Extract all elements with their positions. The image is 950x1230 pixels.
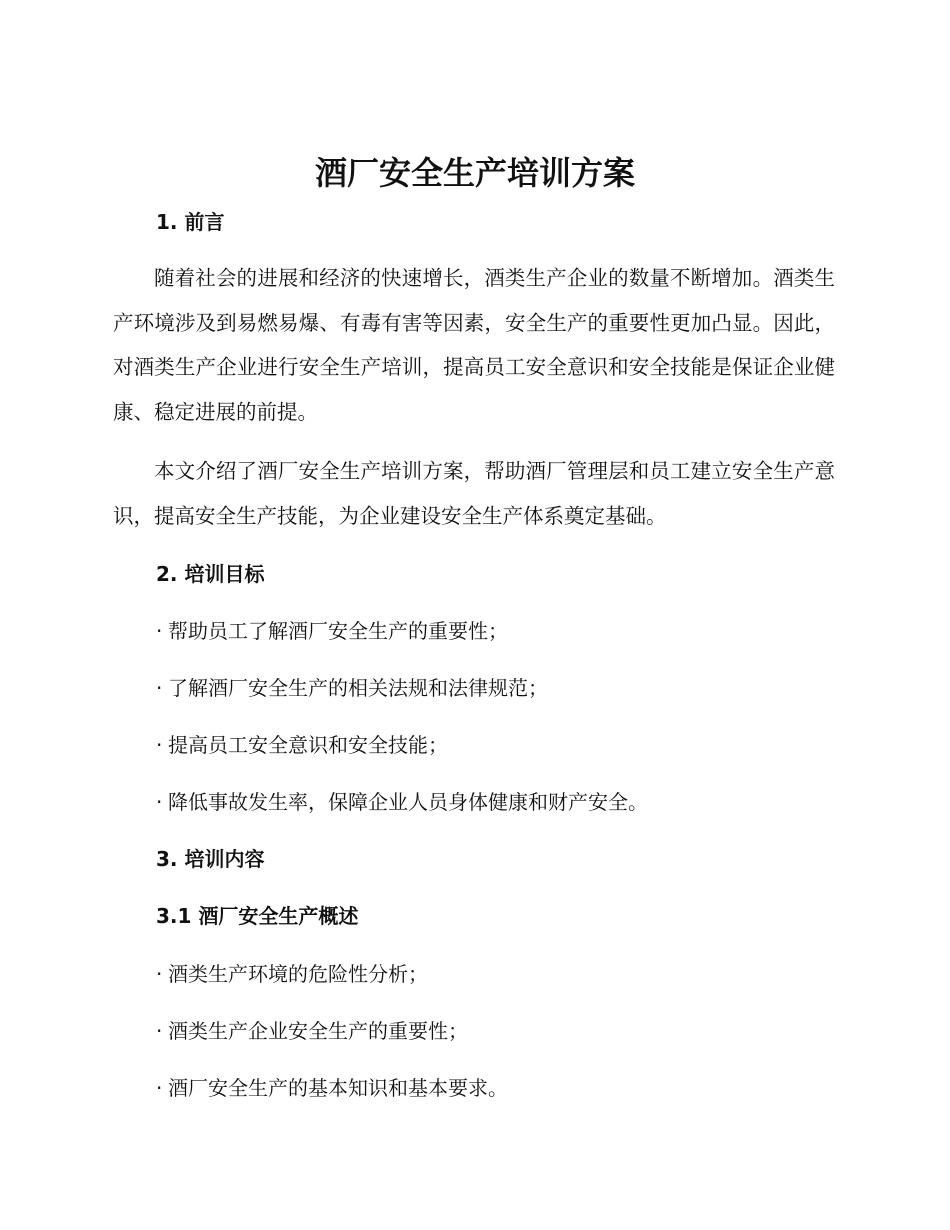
goal-list-item (156, 730, 448, 760)
content-item-text: 酒厂安全生产的基本知识和基本要求。 (168, 1076, 508, 1100)
goal-item-text: 降低事故发生率，保障企业人员身体健康和财产安全。 (168, 790, 648, 814)
content-item-text: 酒类生产企业安全生产的重要性； (168, 1019, 468, 1043)
section-heading-preface: 1. 前言 (156, 210, 225, 234)
bullet-icon: · (156, 790, 163, 814)
subsection-heading-overview: 3.1 酒厂安全生产概述 (156, 904, 359, 928)
content-item-text: 酒类生产环境的危险性分析； (168, 962, 428, 986)
bullet-icon: · (156, 733, 163, 757)
bullet-icon: · (156, 1019, 163, 1043)
bullet-icon: · (156, 1076, 163, 1100)
preface-paragraph-2: 本文介绍了酒厂安全生产培训方案，帮助酒厂管理层和员工建立安全生产意识，提高安全生产技能，为企业建设安全生产体系奠定基础。 (113, 459, 835, 528)
preface-paragraph-1: 随着社会的进展和经济的快速增长，酒类生产企业的数量不断增加。酒类生产环境涉及到易燃易爆、有毒有害等因素，安全生产的重要性更加凸显。因此，对酒类生产企业进行安全生产培训，提高员工安全意识和安全技能是保证企业健康、稳定进展的前提。 (113, 266, 835, 424)
section-heading-content: 3. 培训内容 (156, 847, 265, 871)
content-list-item (156, 1073, 508, 1103)
bullet-icon: · (156, 962, 163, 986)
bullet-icon: · (156, 619, 163, 643)
goal-item-text: 帮助员工了解酒厂安全生产的重要性； (168, 619, 508, 643)
goal-list-item (156, 616, 508, 646)
goal-list-item (156, 787, 648, 817)
content-list-item (156, 1016, 468, 1046)
bullet-icon: · (156, 676, 163, 700)
document-title: 酒厂安全生产培训方案 (314, 154, 635, 192)
content-list-item (156, 959, 428, 989)
goal-item-text: 提高员工安全意识和安全技能； (168, 733, 448, 757)
section-heading-goals: 2. 培训目标 (156, 562, 265, 586)
goal-list-item (156, 673, 548, 703)
goal-item-text: 了解酒厂安全生产的相关法规和法律规范； (168, 676, 548, 700)
